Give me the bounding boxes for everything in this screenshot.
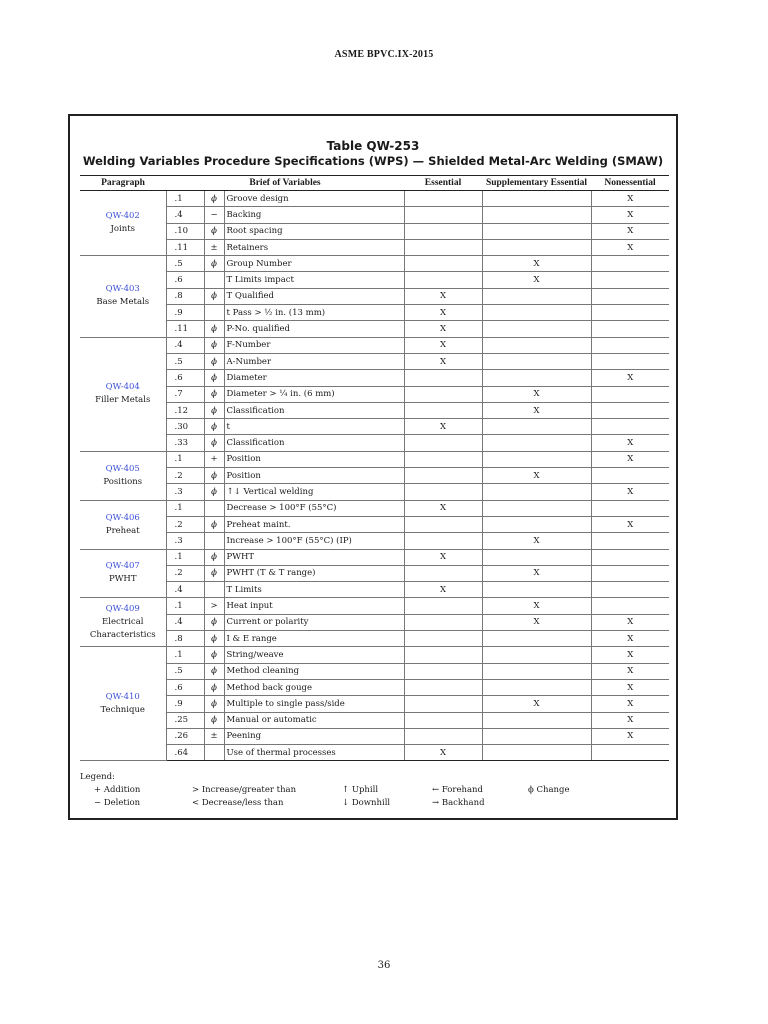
variable-brief: Backing <box>224 207 404 223</box>
legend-item: ↑ Uphill <box>342 785 379 795</box>
variable-symbol: ϕ <box>204 468 224 484</box>
variable-number: .6 <box>166 370 204 386</box>
table-row <box>80 305 669 321</box>
supplementary-mark: X <box>482 256 591 272</box>
table-header-row <box>80 176 669 191</box>
variable-symbol: ϕ <box>204 696 224 712</box>
variable-symbol: ϕ <box>204 321 224 337</box>
variable-symbol <box>204 272 224 288</box>
supplementary-mark <box>482 549 591 565</box>
variable-brief: Use of thermal processes <box>224 745 404 761</box>
variable-brief: F-Number <box>224 337 404 353</box>
supplementary-mark: X <box>482 468 591 484</box>
essential-mark <box>404 207 482 223</box>
supplementary-mark: X <box>482 272 591 288</box>
nonessential-mark <box>591 419 669 435</box>
variable-number: .1 <box>166 549 204 565</box>
nonessential-mark: X <box>591 712 669 728</box>
nonessential-mark: X <box>591 191 669 207</box>
table-row <box>80 419 669 435</box>
nonessential-mark: X <box>591 435 669 451</box>
supplementary-mark <box>482 239 591 255</box>
variable-symbol: ϕ <box>204 647 224 663</box>
table-row <box>80 728 669 744</box>
essential-mark <box>404 191 482 207</box>
paragraph-label: Filler Metals <box>95 395 151 406</box>
supplementary-mark <box>482 745 591 761</box>
table-row <box>80 679 669 695</box>
essential-mark <box>404 696 482 712</box>
table-row <box>80 516 669 532</box>
variable-symbol: ϕ <box>204 435 224 451</box>
paragraph-code: QW-410 <box>105 691 140 702</box>
nonessential-mark <box>591 353 669 369</box>
variable-symbol: ϕ <box>204 631 224 647</box>
variable-brief: Manual or automatic <box>224 712 404 728</box>
essential-mark <box>404 516 482 532</box>
variable-brief: Groove design <box>224 191 404 207</box>
variable-symbol: ± <box>204 728 224 744</box>
essential-mark <box>404 386 482 402</box>
variable-number: .2 <box>166 516 204 532</box>
supplementary-mark <box>482 419 591 435</box>
essential-mark <box>404 679 482 695</box>
essential-mark <box>404 614 482 630</box>
essential-mark <box>404 631 482 647</box>
essential-mark <box>404 239 482 255</box>
table-row <box>80 614 669 630</box>
supplementary-mark <box>482 288 591 304</box>
supplementary-mark: X <box>482 565 591 581</box>
table-row <box>80 207 669 223</box>
legend-item: − Deletion <box>94 798 141 808</box>
essential-mark <box>404 533 482 549</box>
paragraph-label: Technique <box>100 704 145 715</box>
col-brief: Brief of Variables <box>166 176 404 191</box>
variable-symbol: + <box>204 451 224 467</box>
supplementary-mark <box>482 663 591 679</box>
table-row <box>80 386 669 402</box>
nonessential-mark <box>591 402 669 418</box>
paragraph-cell <box>80 256 166 337</box>
essential-mark: X <box>404 745 482 761</box>
supplementary-mark <box>482 516 591 532</box>
running-header: ASME BPVC.IX-2015 <box>334 49 434 60</box>
table-row <box>80 272 669 288</box>
variable-number: .25 <box>166 712 204 728</box>
nonessential-mark: X <box>591 728 669 744</box>
supplementary-mark <box>482 647 591 663</box>
variable-symbol: ϕ <box>204 565 224 581</box>
variable-symbol: ϕ <box>204 370 224 386</box>
variable-symbol: ϕ <box>204 256 224 272</box>
paragraph-label: Base Metals <box>96 297 150 308</box>
variable-brief: I & E range <box>224 631 404 647</box>
variable-number: .12 <box>166 402 204 418</box>
paragraph-label: Electrical Characteristics <box>89 616 156 640</box>
nonessential-mark: X <box>591 516 669 532</box>
variable-brief: T Qualified <box>224 288 404 304</box>
essential-mark <box>404 435 482 451</box>
table-row <box>80 696 669 712</box>
nonessential-mark <box>591 386 669 402</box>
table-title: Welding Variables Procedure Specifications (WPS) — Shielded Metal-Arc Welding (SMAW) <box>82 154 664 168</box>
variable-symbol: ϕ <box>204 516 224 532</box>
variable-brief: P-No. qualified <box>224 321 404 337</box>
supplementary-mark: X <box>482 402 591 418</box>
essential-mark <box>404 647 482 663</box>
variable-number: .9 <box>166 305 204 321</box>
variable-brief: T Limits impact <box>224 272 404 288</box>
nonessential-mark: X <box>591 614 669 630</box>
variable-brief: Classification <box>224 402 404 418</box>
variable-brief: Increase > 100°F (55°C) (IP) <box>224 533 404 549</box>
variable-number: .5 <box>166 663 204 679</box>
variable-symbol <box>204 500 224 516</box>
supplementary-mark: X <box>482 614 591 630</box>
variable-symbol: ϕ <box>204 712 224 728</box>
variable-number: .11 <box>166 239 204 255</box>
paragraph-label: PWHT <box>108 574 137 585</box>
table-row <box>80 468 669 484</box>
variable-symbol: ϕ <box>204 402 224 418</box>
variable-number: .7 <box>166 386 204 402</box>
nonessential-mark: X <box>591 663 669 679</box>
paragraph-cell <box>80 337 166 451</box>
supplementary-mark: X <box>482 696 591 712</box>
table-frame <box>68 114 678 820</box>
supplementary-mark <box>482 370 591 386</box>
variable-brief: Classification <box>224 435 404 451</box>
table-row <box>80 663 669 679</box>
table-row <box>80 647 669 663</box>
supplementary-mark <box>482 305 591 321</box>
variable-symbol: ϕ <box>204 223 224 239</box>
paragraph-cell <box>80 500 166 549</box>
table-row <box>80 402 669 418</box>
paragraph-code: QW-402 <box>105 211 140 222</box>
supplementary-mark <box>482 435 591 451</box>
supplementary-mark <box>482 207 591 223</box>
table-row <box>80 256 669 272</box>
legend-title: Legend: <box>80 772 115 782</box>
variable-number: .4 <box>166 337 204 353</box>
paragraph-cell <box>80 598 166 647</box>
variable-brief: Preheat maint. <box>224 516 404 532</box>
table-row <box>80 321 669 337</box>
variable-brief: Current or polarity <box>224 614 404 630</box>
legend-item: < Decrease/less than <box>192 798 284 808</box>
paragraph-cell <box>80 549 166 598</box>
variable-number: .10 <box>166 223 204 239</box>
essential-mark: X <box>404 305 482 321</box>
table-row <box>80 239 669 255</box>
paragraph-cell <box>80 647 166 761</box>
paragraph-code: QW-405 <box>105 463 140 474</box>
table-number: Table QW-253 <box>326 139 420 153</box>
variable-symbol <box>204 305 224 321</box>
supplementary-mark: X <box>482 533 591 549</box>
paragraph-code: QW-406 <box>105 512 140 523</box>
nonessential-mark <box>591 598 669 614</box>
variable-number: .8 <box>166 631 204 647</box>
supplementary-mark <box>482 484 591 500</box>
table-row <box>80 712 669 728</box>
variable-symbol: ϕ <box>204 337 224 353</box>
nonessential-mark <box>591 500 669 516</box>
essential-mark: X <box>404 500 482 516</box>
variable-number: .5 <box>166 256 204 272</box>
supplementary-mark <box>482 353 591 369</box>
variable-number: .1 <box>166 451 204 467</box>
nonessential-mark <box>591 288 669 304</box>
variable-number: .8 <box>166 288 204 304</box>
essential-mark <box>404 728 482 744</box>
supplementary-mark <box>482 728 591 744</box>
essential-mark <box>404 451 482 467</box>
variable-brief: PWHT (T & T range) <box>224 565 404 581</box>
legend-item: ϕ Change <box>528 785 570 795</box>
essential-mark <box>404 272 482 288</box>
nonessential-mark <box>591 468 669 484</box>
variable-number: .9 <box>166 696 204 712</box>
supplementary-mark <box>482 679 591 695</box>
paragraph-cell <box>80 191 166 256</box>
variable-number: .11 <box>166 321 204 337</box>
legend-item: + Addition <box>94 785 141 795</box>
col-essential: Essential <box>404 176 482 191</box>
variable-symbol <box>204 745 224 761</box>
nonessential-mark <box>591 337 669 353</box>
paragraph-code: QW-409 <box>105 603 140 614</box>
table-row <box>80 288 669 304</box>
variable-brief: Root spacing <box>224 223 404 239</box>
supplementary-mark <box>482 582 591 598</box>
variable-brief: Group Number <box>224 256 404 272</box>
variable-number: .1 <box>166 191 204 207</box>
legend-item: > Increase/greater than <box>192 785 297 795</box>
supplementary-mark <box>482 451 591 467</box>
supplementary-mark <box>482 191 591 207</box>
variable-number: .30 <box>166 419 204 435</box>
variable-brief: T Limits <box>224 582 404 598</box>
variable-brief: Peening <box>224 728 404 744</box>
col-supplementary: Supplementary Essential <box>482 176 591 191</box>
variable-symbol: − <box>204 207 224 223</box>
col-paragraph: Paragraph <box>80 176 166 191</box>
nonessential-mark: X <box>591 207 669 223</box>
nonessential-mark <box>591 533 669 549</box>
table-row <box>80 223 669 239</box>
paragraph-label: Positions <box>103 476 143 487</box>
table-row <box>80 598 669 614</box>
essential-mark <box>404 712 482 728</box>
legend-item: → Backhand <box>432 798 485 808</box>
variable-number: .26 <box>166 728 204 744</box>
supplementary-mark <box>482 631 591 647</box>
variable-brief: Multiple to single pass/side <box>224 696 404 712</box>
nonessential-mark <box>591 256 669 272</box>
variable-symbol: ϕ <box>204 419 224 435</box>
essential-mark: X <box>404 419 482 435</box>
essential-mark: X <box>404 321 482 337</box>
nonessential-mark: X <box>591 647 669 663</box>
nonessential-mark <box>591 549 669 565</box>
table-row <box>80 745 669 761</box>
essential-mark <box>404 256 482 272</box>
supplementary-mark <box>482 500 591 516</box>
supplementary-mark <box>482 337 591 353</box>
variable-symbol: ϕ <box>204 663 224 679</box>
variable-symbol <box>204 533 224 549</box>
variable-symbol <box>204 582 224 598</box>
variable-number: .64 <box>166 745 204 761</box>
supplementary-mark <box>482 712 591 728</box>
variable-symbol: ± <box>204 239 224 255</box>
essential-mark <box>404 598 482 614</box>
nonessential-mark: X <box>591 679 669 695</box>
essential-mark <box>404 223 482 239</box>
paragraph-label: Joints <box>110 224 135 235</box>
table-row <box>80 353 669 369</box>
variable-symbol: ϕ <box>204 614 224 630</box>
table-row <box>80 533 669 549</box>
variable-symbol: > <box>204 598 224 614</box>
variable-brief: Heat input <box>224 598 404 614</box>
essential-mark <box>404 484 482 500</box>
variable-symbol: ϕ <box>204 191 224 207</box>
variable-number: .5 <box>166 353 204 369</box>
legend-item: ↓ Downhill <box>342 798 391 808</box>
essential-mark: X <box>404 337 482 353</box>
nonessential-mark <box>591 582 669 598</box>
variable-brief: Diameter <box>224 370 404 386</box>
variable-brief: Retainers <box>224 239 404 255</box>
variable-symbol: ϕ <box>204 288 224 304</box>
variable-brief: Position <box>224 451 404 467</box>
col-nonessential: Nonessential <box>591 176 669 191</box>
essential-mark <box>404 468 482 484</box>
variable-symbol: ϕ <box>204 386 224 402</box>
variable-number: .1 <box>166 598 204 614</box>
paragraph-label: Preheat <box>105 525 140 536</box>
page-number: 36 <box>377 960 391 971</box>
paragraph-code: QW-403 <box>105 284 140 295</box>
table-row <box>80 370 669 386</box>
variable-brief: t Pass > ½ in. (13 mm) <box>224 305 404 321</box>
variable-number: .4 <box>166 207 204 223</box>
nonessential-mark <box>591 321 669 337</box>
table-row <box>80 435 669 451</box>
nonessential-mark: X <box>591 223 669 239</box>
essential-mark <box>404 565 482 581</box>
nonessential-mark: X <box>591 631 669 647</box>
variable-symbol: ϕ <box>204 549 224 565</box>
variable-number: .4 <box>166 614 204 630</box>
variable-brief: String/weave <box>224 647 404 663</box>
table-row <box>80 631 669 647</box>
variable-brief: Decrease > 100°F (55°C) <box>224 500 404 516</box>
variable-brief: Diameter > ¼ in. (6 mm) <box>224 386 404 402</box>
nonessential-mark: X <box>591 451 669 467</box>
supplementary-mark <box>482 223 591 239</box>
table-row <box>80 549 669 565</box>
paragraph-code: QW-407 <box>105 561 140 572</box>
variable-brief: PWHT <box>224 549 404 565</box>
table-row <box>80 337 669 353</box>
variable-number: .4 <box>166 582 204 598</box>
variable-number: .6 <box>166 272 204 288</box>
essential-mark <box>404 663 482 679</box>
variable-number: .33 <box>166 435 204 451</box>
variable-brief: Position <box>224 468 404 484</box>
variable-symbol: ϕ <box>204 484 224 500</box>
essential-mark: X <box>404 582 482 598</box>
table-row <box>80 565 669 581</box>
essential-mark <box>404 370 482 386</box>
variable-number: .3 <box>166 484 204 500</box>
variable-brief: Method cleaning <box>224 663 404 679</box>
variable-symbol: ϕ <box>204 679 224 695</box>
table-row <box>80 484 669 500</box>
essential-mark <box>404 402 482 418</box>
variable-brief: A-Number <box>224 353 404 369</box>
supplementary-mark <box>482 321 591 337</box>
variable-symbol: ϕ <box>204 353 224 369</box>
nonessential-mark <box>591 272 669 288</box>
table-row <box>80 191 669 207</box>
table-row <box>80 582 669 598</box>
essential-mark: X <box>404 353 482 369</box>
variable-brief: Method back gouge <box>224 679 404 695</box>
supplementary-mark: X <box>482 598 591 614</box>
variable-brief: t <box>224 419 404 435</box>
paragraph-code: QW-404 <box>105 382 140 393</box>
essential-mark: X <box>404 288 482 304</box>
variable-number: .1 <box>166 647 204 663</box>
nonessential-mark <box>591 565 669 581</box>
table-row <box>80 451 669 467</box>
table-body <box>80 191 669 761</box>
variable-number: .2 <box>166 468 204 484</box>
nonessential-mark: X <box>591 484 669 500</box>
variable-number: .2 <box>166 565 204 581</box>
nonessential-mark: X <box>591 370 669 386</box>
variable-brief: ↑↓ Vertical welding <box>224 484 404 500</box>
nonessential-mark <box>591 305 669 321</box>
supplementary-mark: X <box>482 386 591 402</box>
welding-variables-table <box>80 175 669 761</box>
variable-number: .3 <box>166 533 204 549</box>
nonessential-mark <box>591 745 669 761</box>
variable-number: .6 <box>166 679 204 695</box>
variable-number: .1 <box>166 500 204 516</box>
nonessential-mark: X <box>591 696 669 712</box>
nonessential-mark: X <box>591 239 669 255</box>
table-row <box>80 500 669 516</box>
legend-item: ← Forehand <box>432 785 483 795</box>
paragraph-cell <box>80 451 166 500</box>
essential-mark: X <box>404 549 482 565</box>
